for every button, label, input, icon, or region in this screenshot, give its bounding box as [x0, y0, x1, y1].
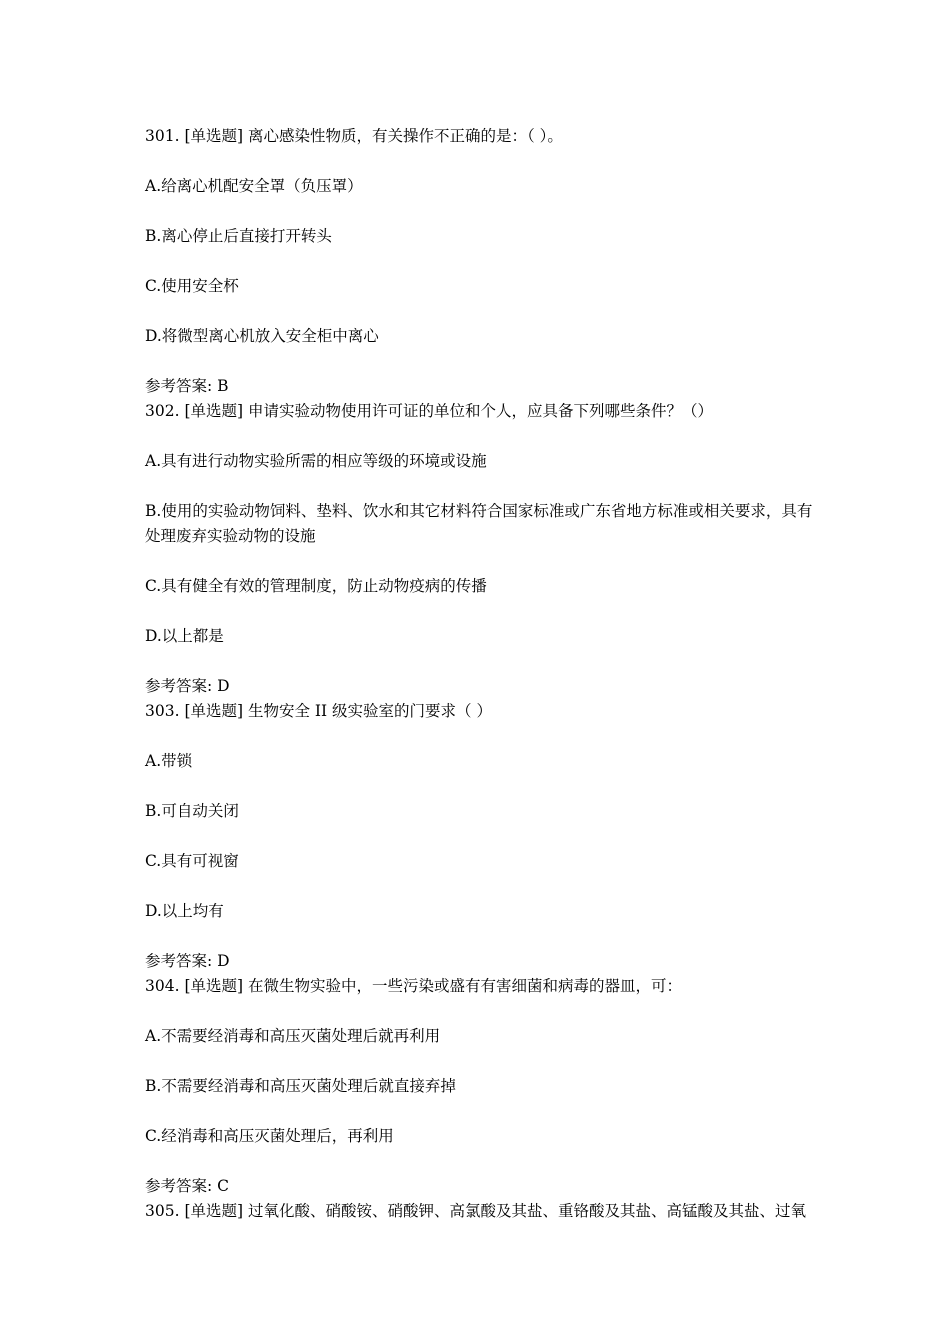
question-301 [145, 124, 825, 399]
option-d: D.以上都是 [145, 627, 224, 645]
option-d: D.将微型离心机放入安全柜中离心 [145, 327, 379, 345]
option-c: C.经消毒和高压灭菌处理后，再利用 [145, 1127, 394, 1145]
option-d: D.以上均有 [145, 902, 224, 920]
reference-answer: 参考答案: D [145, 677, 230, 695]
question-title: 303. [单选题] 生物安全 II 级实验室的门要求（ ） [145, 702, 492, 720]
question-title: 302. [单选题] 申请实验动物使用许可证的单位和个人，应具备下列哪些条件？（） [145, 402, 713, 420]
question-title: 304. [单选题] 在微生物实验中，一些污染或盛有有害细菌和病毒的器皿，可： [145, 977, 682, 995]
reference-answer: 参考答案: B [145, 377, 229, 395]
option-a: A.不需要经消毒和高压灭菌处理后就再利用 [145, 1027, 441, 1045]
option-a: A.具有进行动物实验所需的相应等级的环境或设施 [145, 452, 487, 470]
option-a: A.给离心机配安全罩（负压罩） [145, 177, 363, 195]
option-b: B.不需要经消毒和高压灭菌处理后就直接弃掉 [145, 1077, 456, 1095]
reference-answer: 参考答案: C [145, 1177, 230, 1195]
question-304 [145, 974, 825, 1199]
question-title: 305. [单选题] 过氧化酸、硝酸铵、硝酸钾、高氯酸及其盐、重铬酸及其盐、高锰酸及其盐、过氧 [145, 1202, 806, 1220]
option-b: B.使用的实验动物饲料、垫料、饮水和其它材料符合国家标准或广东省地方标准或相关要求，具有 处理废弃实验动物的设施 [145, 502, 818, 545]
question-list [145, 124, 825, 1224]
option-c: C.具有可视窗 [145, 852, 239, 870]
option-a: A.带锁 [145, 752, 193, 770]
question-title: 301. [单选题] 离心感染性物质，有关操作不正确的是：（ ）。 [145, 127, 563, 145]
option-c: C.具有健全有效的管理制度，防止动物疫病的传播 [145, 577, 487, 595]
reference-answer: 参考答案: D [145, 952, 230, 970]
option-b: B.离心停止后直接打开转头 [145, 227, 332, 245]
question-302 [145, 399, 825, 699]
option-b: B.可自动关闭 [145, 802, 239, 820]
option-c: C.使用安全杯 [145, 277, 239, 295]
question-305 [145, 1199, 825, 1224]
question-303 [145, 699, 825, 974]
